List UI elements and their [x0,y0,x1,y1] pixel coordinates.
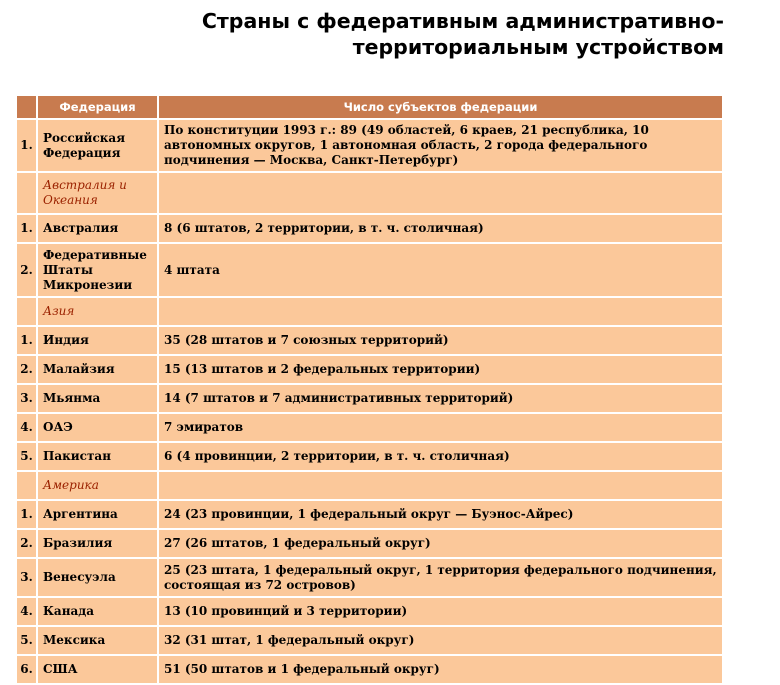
row-number: 4. [17,598,36,625]
federation-subjects: 35 (28 штатов и 7 союзных территорий) [159,327,722,354]
row-number: 5. [17,627,36,654]
federation-subjects: 6 (4 провинции, 2 территории, в т. ч. столичная) [159,443,722,470]
federation-subjects: 13 (10 провинций и 3 территории) [159,598,722,625]
federation-subjects: 8 (6 штатов, 2 территории, в т. ч. столичная) [159,215,722,242]
federation-subjects: 15 (13 штатов и 2 федеральных территории) [159,356,722,383]
row-number: 1. [17,327,36,354]
region-row-oceania [17,173,722,213]
table-row [17,627,722,654]
table-row [17,215,722,242]
region-row-america [17,472,722,499]
row-number: 1. [17,215,36,242]
federation-name: Аргентина [38,501,157,528]
region-number-empty [17,173,36,213]
table-row [17,356,722,383]
region-subjects-empty [159,472,722,499]
header-number-cell [17,96,36,118]
federation-name: Австралия [38,215,157,242]
federation-name: Индия [38,327,157,354]
table-row [17,120,722,171]
federation-subjects: 27 (26 штатов, 1 федеральный округ) [159,530,722,557]
table-row [17,385,722,412]
row-number: 2. [17,356,36,383]
federation-name: ОАЭ [38,414,157,441]
federation-subjects: 51 (50 штатов и 1 федеральный округ) [159,656,722,683]
federation-name: Бразилия [38,530,157,557]
table-row [17,530,722,557]
federation-name: Мьянма [38,385,157,412]
region-label: Австралия и Океания [38,173,157,213]
row-number: 5. [17,443,36,470]
region-number-empty [17,298,36,325]
federation-subjects: 7 эмиратов [159,414,722,441]
federation-subjects: 25 (23 штата, 1 федеральный округ, 1 территория федерального подчинения, состоящая из 72 островов) [159,559,722,596]
row-number: 2. [17,530,36,557]
row-number: 1. [17,501,36,528]
federation-subjects: 14 (7 штатов и 7 административных территорий) [159,385,722,412]
table-row [17,414,722,441]
federation-name: Венесуэла [38,559,157,596]
federation-name: Малайзия [38,356,157,383]
table-row [17,656,722,683]
page-title-line-1: Страны с федеративным административно- [201,9,724,33]
table-row [17,327,722,354]
table-header-row [17,96,722,118]
federation-name: Российская Федерация [38,120,157,171]
region-label: Америка [38,472,157,499]
region-subjects-empty [159,173,722,213]
federation-subjects: 24 (23 провинции, 1 федеральный округ — Буэнос-Айрес) [159,501,722,528]
row-number: 6. [17,656,36,683]
table-row [17,559,722,596]
federations-table [15,94,724,685]
table-row [17,244,722,296]
federation-name: Канада [38,598,157,625]
header-subjects: Число субъектов федерации [159,96,722,118]
page-title [124,8,724,60]
region-label: Азия [38,298,157,325]
table-row [17,443,722,470]
page-title-line-2: территориальным устройством [352,35,724,59]
region-row-asia [17,298,722,325]
federation-subjects: 4 штата [159,244,722,296]
federation-name: Федеративные Штаты Микронезии [38,244,157,296]
federation-name: США [38,656,157,683]
row-number: 3. [17,559,36,596]
federation-name: Мексика [38,627,157,654]
region-number-empty [17,472,36,499]
federation-subjects: По конституции 1993 г.: 89 (49 областей, 6 краев, 21 республика, 10 автономных округов, 1 автономная область, 2 города федерального подчинения — Москва, Санкт-Петербург) [159,120,722,171]
row-number: 1. [17,120,36,171]
header-federation: Федерация [38,96,157,118]
region-subjects-empty [159,298,722,325]
row-number: 3. [17,385,36,412]
table-row [17,501,722,528]
row-number: 2. [17,244,36,296]
row-number: 4. [17,414,36,441]
federation-subjects: 32 (31 штат, 1 федеральный округ) [159,627,722,654]
federation-name: Пакистан [38,443,157,470]
table-row [17,598,722,625]
